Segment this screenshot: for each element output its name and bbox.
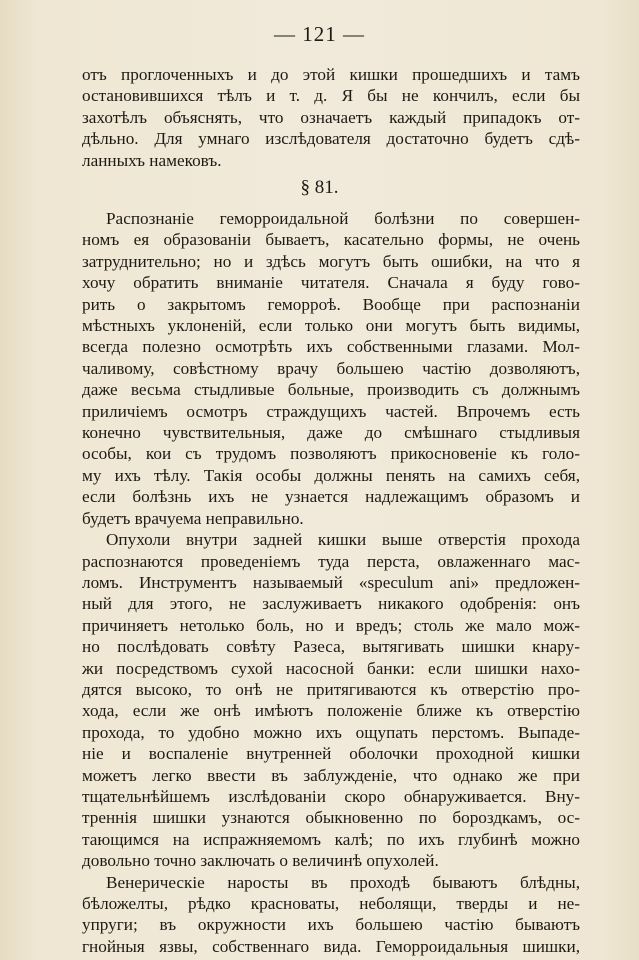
text-line: Венерическіе наросты въ проходѣ бываютъ блѣдны, <box>106 872 580 892</box>
text-line: рить о закрытомъ геморроѣ. Вообще при распознаніи <box>82 294 580 314</box>
text-line: Распознаніе геморроидальной болѣзни по совершен- <box>106 209 580 228</box>
text-line: ніе и воспаленіе внутренней оболочки проходной кишки <box>82 744 580 764</box>
text-line: хода, если же онѣ имѣютъ положеніе ближе къ отверстію <box>82 701 580 721</box>
text-line: треннія шишки узнаются обыкновенно по бороздкамъ, ос- <box>82 808 580 828</box>
text-line: конечно чувствительныя, даже до смѣшнаго стыдливыя <box>82 423 580 443</box>
continuation-paragraph <box>82 64 580 171</box>
text-line: но послѣдовать совѣту Разеса, вытягивать шишки кнару- <box>82 637 580 657</box>
text-line: дѣльно. Для умнаго изслѣдователя достаточно будетъ сдѣ- <box>82 129 580 149</box>
text-line: Опухоли внутри задней кишки выше отверстія прохода <box>106 530 580 550</box>
text-line: упруги; въ окружности ихъ большею частію бываютъ <box>82 915 580 935</box>
text-line: распознаются проведеніемъ туда перста, овлаженнаго мас- <box>82 551 580 571</box>
text-line: приличіемъ осмотръ страждущихъ частей. Впрочемъ есть <box>82 401 580 421</box>
text-line: мѣстныхъ уклоненій, если только они могутъ быть видимы, <box>82 316 580 336</box>
text-line: чаливому, совѣстному врачу большею частію дозволяютъ, <box>82 358 580 378</box>
paragraph-3 <box>82 872 580 958</box>
paragraph-1 <box>82 208 580 529</box>
text-line: можетъ легко ввести въ заблужденіе, что однако же при <box>82 765 580 785</box>
text-line: захотѣлъ объяснять, что означаетъ каждый припадокъ от- <box>82 107 580 127</box>
text-line: причиняетъ нетолько боль, но и вредъ; столь же мало мож- <box>82 615 580 635</box>
text-line: тающимся на испражняемомъ калѣ; по ихъ глубинѣ можно <box>82 829 580 849</box>
text-line: отъ проглоченныхъ и до этой кишки прошедшихъ и тамъ <box>82 65 580 84</box>
text-line: му ихъ тѣлу. Такія особы должны пенять на самихъ себя, <box>82 465 580 485</box>
text-line: особы, кои съ трудомъ позволяютъ прикосновеніе къ голо- <box>82 444 580 464</box>
paragraph-2 <box>82 529 580 872</box>
text-line: ломъ. Инструментъ называемый «speculum ani» предложен- <box>82 572 580 592</box>
text-line: дятся высоко, то онѣ не притягиваются къ отверстію про- <box>82 679 580 699</box>
text-line: остановившихся тѣлъ и т. д. Я бы не кончилъ, если бы <box>82 86 580 106</box>
text-line: номъ ея образованіи бываетъ, касательно формы, не очень <box>82 230 580 250</box>
text-line: затруднительно; но и здѣсь могутъ быть ошибки, на что я <box>82 251 580 271</box>
text-line: довольно точно заключать о величинѣ опухолей. <box>82 851 439 871</box>
text-line: хочу обратить вниманіе читателя. Сначала я буду гово- <box>82 273 580 293</box>
text-line: даже весьма стыдливые больные, производить съ должнымъ <box>82 380 580 400</box>
section-heading: § 81. <box>300 177 339 198</box>
page-number: — 121 — <box>274 22 365 46</box>
text-line: жи посредствомъ сухой насосной банки: если шишки нахо- <box>82 658 580 678</box>
text-line: тщательнѣйшемъ изслѣдованіи скоро обнаруживается. Вну- <box>82 786 580 806</box>
text-line: если болѣзнь ихъ не узнается надлежащимъ образомъ и <box>82 487 580 507</box>
text-line: бѣложелты, рѣдко красноваты, неболящи, тверды и не- <box>82 894 580 913</box>
text-line: ный для этого, не заслуживаетъ никакого одобренія: онъ <box>82 594 580 614</box>
body-text <box>82 208 580 957</box>
text-line: прохода, то удобно можно ихъ ощупать перстомъ. Выпаде- <box>82 722 580 742</box>
text-line: гнойныя язвы, собственнаго вида. Геморроидальныя шишки, <box>82 936 580 956</box>
text-line: будетъ врачуема неправильно. <box>82 508 304 528</box>
text-line: ланныхъ намековъ. <box>82 150 222 170</box>
text-line: всегда полезно осмотрѣть ихъ собственными глазами. Мол- <box>82 337 580 357</box>
